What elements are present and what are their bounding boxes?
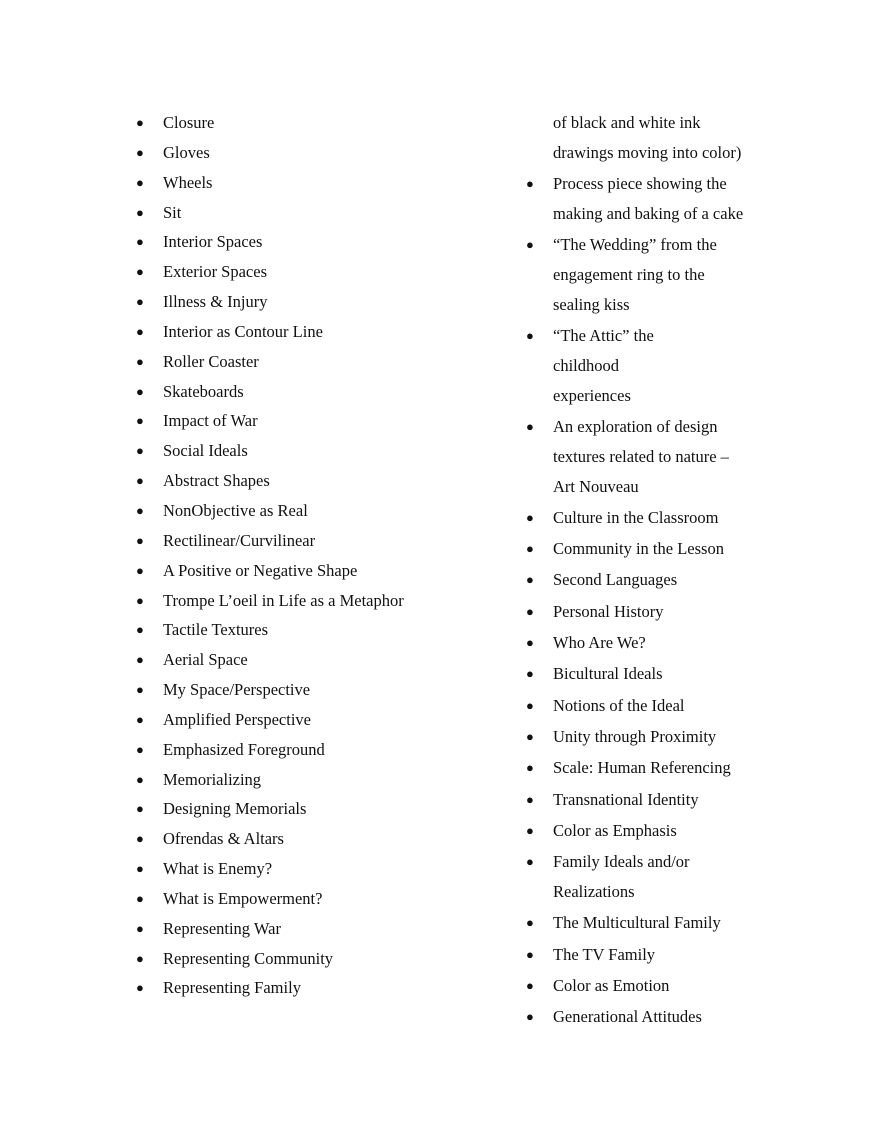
- bullet-icon: ●: [136, 443, 144, 459]
- bullet-icon: ●: [526, 791, 534, 807]
- list-item-text: Art Nouveau: [553, 476, 639, 496]
- bullet-icon: ●: [136, 383, 144, 399]
- bullet-icon: ●: [526, 760, 534, 776]
- list-item-text: Family Ideals and/or: [553, 852, 690, 872]
- list-item: [136, 944, 466, 974]
- list-item: [136, 645, 466, 675]
- list-item: [136, 406, 466, 436]
- list-item-text: making and baking of a cake: [553, 203, 744, 223]
- list-item: [526, 691, 766, 721]
- bullet-icon: ●: [136, 890, 144, 906]
- list-item: [526, 753, 766, 783]
- list-item-continuation: [526, 472, 766, 502]
- bullet-icon: ●: [136, 831, 144, 847]
- list-item: [136, 556, 466, 586]
- list-item: [526, 816, 766, 846]
- list-item-text: My Space/Perspective: [163, 680, 311, 700]
- list-item-text: Wheels: [163, 172, 213, 192]
- list-item: [526, 847, 766, 877]
- list-item-text: childhood: [553, 355, 619, 375]
- bullet-icon: ●: [526, 822, 534, 838]
- list-item: [526, 503, 766, 533]
- list-item-text: Social Ideals: [163, 441, 248, 461]
- bullet-icon: ●: [136, 234, 144, 250]
- list-item: [136, 705, 466, 735]
- list-item: [526, 628, 766, 658]
- list-item-text: Generational Attitudes: [553, 1007, 702, 1027]
- list-item: [136, 317, 466, 347]
- list-item-text: sealing kiss: [553, 294, 630, 314]
- bullet-icon: ●: [526, 237, 534, 253]
- list-item: [136, 227, 466, 257]
- list-item: [136, 347, 466, 377]
- bullet-icon: ●: [136, 264, 144, 280]
- list-item-text: Representing Community: [163, 948, 334, 968]
- list-item-text: Bicultural Ideals: [553, 664, 663, 684]
- bullet-icon: ●: [136, 741, 144, 757]
- list-item: [136, 794, 466, 824]
- list-item-text: engagement ring to the: [553, 264, 705, 284]
- list-item: [526, 597, 766, 627]
- list-item-text: Color as Emphasis: [553, 820, 677, 840]
- bullet-icon: ●: [526, 418, 534, 434]
- bullet-icon: ●: [136, 115, 144, 130]
- list-item: [526, 908, 766, 938]
- list-item-text: Emphasized Foreground: [163, 739, 325, 759]
- list-item: [136, 824, 466, 854]
- list-item: [136, 466, 466, 496]
- list-item-text: Process piece showing the: [553, 174, 727, 194]
- list-item-text: of black and white ink: [553, 113, 701, 132]
- bullet-icon: ●: [526, 977, 534, 993]
- list-item-text: Amplified Perspective: [163, 709, 312, 729]
- list-item-text: Skateboards: [163, 381, 244, 401]
- bullet-icon: ●: [136, 294, 144, 310]
- list-item-text: Scale: Human Referencing: [553, 758, 731, 778]
- bullet-icon: ●: [526, 603, 534, 619]
- list-item: [136, 108, 466, 138]
- list-item-text: drawings moving into color): [553, 142, 742, 162]
- list-item-text: Gloves: [163, 142, 210, 162]
- list-item-text: Rectilinear/Curvilinear: [163, 530, 316, 550]
- bullet-icon: ●: [526, 541, 534, 557]
- bullet-icon: ●: [526, 854, 534, 870]
- list-item-text: Community in the Lesson: [553, 539, 724, 559]
- list-item-text: Exterior Spaces: [163, 262, 268, 282]
- list-item: [526, 971, 766, 1001]
- list-item-continuation: [526, 138, 766, 168]
- list-item-text: Color as Emotion: [553, 975, 670, 995]
- bullet-icon: ●: [136, 204, 144, 220]
- list-item: [136, 138, 466, 168]
- bullet-icon: ●: [136, 174, 144, 190]
- list-item-text: Trompe L’oeil in Life as a Metaphor: [163, 590, 404, 610]
- list-item-text: Representing War: [163, 918, 281, 938]
- list-item-continuation: [526, 442, 766, 472]
- bullet-icon: ●: [526, 328, 534, 344]
- list-item-continuation: [526, 260, 766, 290]
- list-item: [136, 884, 466, 914]
- bullet-icon: ●: [136, 920, 144, 936]
- list-item-text: Roller Coaster: [163, 351, 259, 371]
- list-item-continuation: [526, 199, 766, 229]
- bullet-icon: ●: [136, 652, 144, 668]
- list-item-text: Designing Memorials: [163, 799, 307, 819]
- list-item: [526, 534, 766, 564]
- bullet-icon: ●: [526, 176, 534, 192]
- list-item: [136, 377, 466, 407]
- list-item-text: Unity through Proximity: [553, 726, 717, 746]
- list-item-text: Personal History: [553, 601, 664, 621]
- bullet-icon: ●: [136, 950, 144, 966]
- list-item: [526, 1002, 766, 1032]
- bullet-icon: ●: [136, 861, 144, 877]
- bullet-icon: ●: [136, 473, 144, 489]
- bullet-icon: ●: [526, 509, 534, 525]
- left-topic-list: [136, 108, 466, 1003]
- bullet-icon: ●: [526, 572, 534, 588]
- list-item-text: An exploration of design: [553, 416, 718, 436]
- bullet-icon: ●: [526, 1009, 534, 1025]
- right-topic-list: [526, 108, 766, 1032]
- list-item: [136, 586, 466, 616]
- list-item: [136, 765, 466, 795]
- bullet-icon: ●: [526, 635, 534, 651]
- list-item-text: Sit: [163, 202, 182, 222]
- list-item: [136, 973, 466, 1003]
- list-item: [136, 257, 466, 287]
- list-item: [526, 722, 766, 752]
- list-item-text: Aerial Space: [163, 650, 248, 670]
- list-item: [526, 169, 766, 199]
- bullet-icon: ●: [136, 144, 144, 160]
- list-item-text: “The Wedding” from the: [553, 235, 717, 255]
- list-item: [136, 287, 466, 317]
- list-item-text: Ofrendas & Altars: [163, 829, 284, 849]
- list-item-text: A Positive or Negative Shape: [163, 560, 358, 580]
- list-item-text: Closure: [163, 113, 215, 132]
- list-item: [526, 565, 766, 595]
- list-item-text: textures related to nature –: [553, 446, 729, 466]
- bullet-icon: ●: [136, 502, 144, 518]
- bullet-icon: ●: [136, 353, 144, 369]
- list-item-text: Illness & Injury: [163, 292, 268, 312]
- list-item: [526, 412, 766, 442]
- list-item-continuation: [526, 877, 766, 907]
- list-item-text: Who Are We?: [553, 633, 646, 653]
- bullet-icon: ●: [136, 682, 144, 698]
- list-item-text: Realizations: [553, 881, 635, 901]
- bullet-icon: ●: [136, 532, 144, 548]
- list-item: [136, 198, 466, 228]
- list-item: [136, 436, 466, 466]
- list-item: [136, 735, 466, 765]
- list-item: [136, 496, 466, 526]
- list-item: [526, 785, 766, 815]
- list-item: [136, 168, 466, 198]
- list-item: [136, 526, 466, 556]
- bullet-icon: ●: [136, 771, 144, 787]
- list-item-text: Representing Family: [163, 978, 301, 998]
- bullet-icon: ●: [526, 915, 534, 931]
- bullet-icon: ●: [136, 562, 144, 578]
- list-item: [526, 321, 766, 351]
- list-item-text: What is Enemy?: [163, 859, 273, 879]
- bullet-icon: ●: [526, 728, 534, 744]
- list-item-text: Transnational Identity: [553, 789, 699, 809]
- bullet-icon: ●: [136, 711, 144, 727]
- list-item-text: Culture in the Classroom: [553, 507, 719, 527]
- list-item: [526, 230, 766, 260]
- list-item-text: experiences: [553, 385, 631, 405]
- list-item-text: Impact of War: [163, 411, 258, 431]
- list-item-text: NonObjective as Real: [163, 500, 308, 520]
- list-item-text: Tactile Textures: [163, 620, 269, 640]
- list-item-text: “The Attic” the: [553, 326, 654, 346]
- list-item-text: Abstract Shapes: [163, 471, 270, 491]
- list-item-continuation: [526, 290, 766, 320]
- list-item: [136, 675, 466, 705]
- list-item: [136, 914, 466, 944]
- bullet-icon: ●: [136, 801, 144, 817]
- list-item-continuation: [526, 108, 766, 138]
- bullet-icon: ●: [526, 697, 534, 713]
- list-item-text: Interior as Contour Line: [163, 321, 323, 341]
- bullet-icon: ●: [136, 980, 144, 996]
- list-item-text: The TV Family: [553, 944, 656, 964]
- bullet-icon: ●: [526, 946, 534, 962]
- list-item-text: Notions of the Ideal: [553, 695, 685, 715]
- list-item-continuation: [526, 381, 766, 411]
- list-item-text: The Multicultural Family: [553, 913, 721, 933]
- list-item: [526, 940, 766, 970]
- bullet-icon: ●: [136, 413, 144, 429]
- list-item-text: Second Languages: [553, 570, 678, 590]
- list-item-continuation: [526, 351, 766, 381]
- bullet-icon: ●: [526, 666, 534, 682]
- list-item: [136, 615, 466, 645]
- list-item-text: What is Empowerment?: [163, 888, 323, 908]
- bullet-icon: ●: [136, 323, 144, 339]
- list-item-text: Interior Spaces: [163, 232, 263, 252]
- bullet-icon: ●: [136, 592, 144, 608]
- bullet-icon: ●: [136, 622, 144, 638]
- list-item: [526, 659, 766, 689]
- list-item: [136, 854, 466, 884]
- list-item-text: Memorializing: [163, 769, 262, 789]
